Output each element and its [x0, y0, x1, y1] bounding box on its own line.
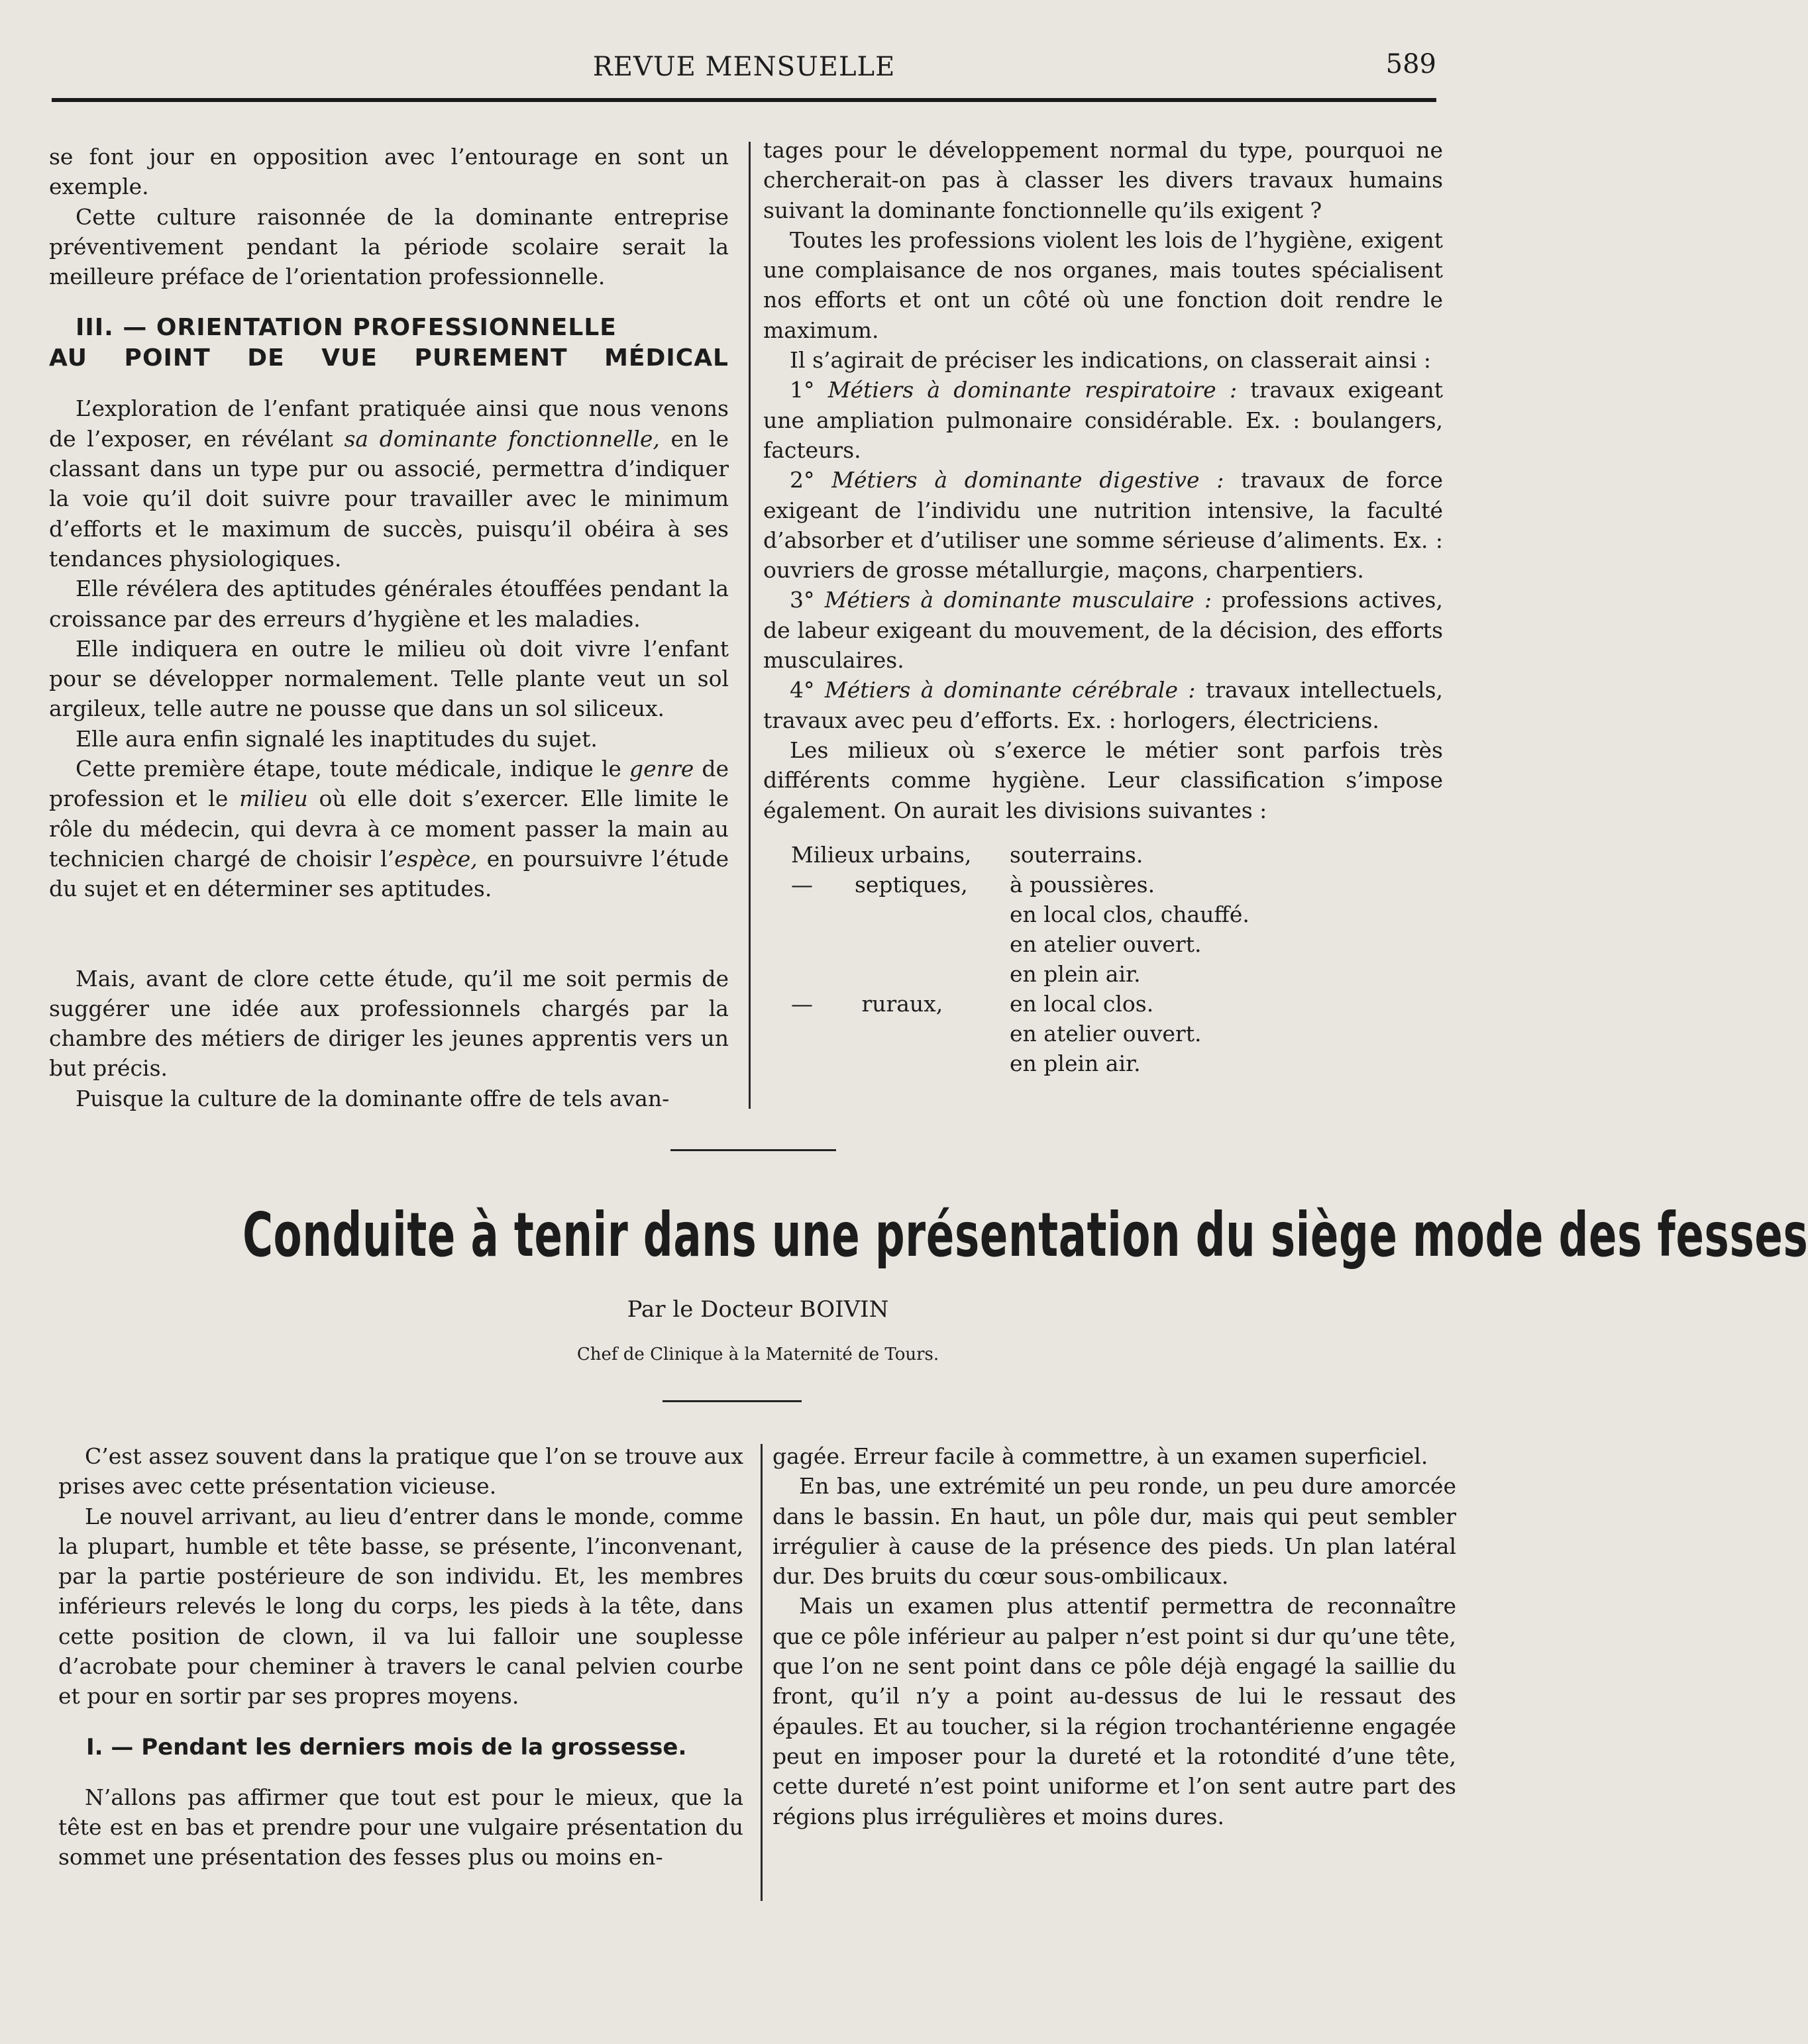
- article-affiliation: Chef de Clinique à la Maternité de Tours.: [576, 1345, 939, 1364]
- paragraph: Toutes les professions violent les lois de l’hygiène, exigent une complaisance de nos organes, mais toutes spécialisent nos efforts et ont un côté où une fonction doit rendre le maximum.: [763, 227, 1443, 343]
- paragraph: Mais un examen plus attentif permettra de reconnaître que ce pôle inférieur au palper n’est point si dur qu’une tête, que l’on ne sent point dans ce pôle déjà engagé la saillie du front, qu’il n’y a point au-dessus de lui le ressaut des épaules. Et au toucher, si la région trochantérienne engagée peut en imposer pour la dureté et la rotondité d’une tête, cette dureté n’est point uniforme et l’on sent autre part des régions plus irrégulières et moins dures.: [772, 1593, 1456, 1829]
- column-rule: [761, 1444, 763, 1901]
- lower-left-column: [58, 1441, 743, 1872]
- upper-left-column: [49, 142, 729, 1113]
- article-title: Conduite à tenir dans une présentation du siège mode des fesses: [242, 1200, 1808, 1270]
- milieux-value: en local clos.: [1010, 990, 1154, 1017]
- paragraph: Mais, avant de clore cette étude, qu’il me soit permis de suggérer une idée aux professionnels chargés par la chambre des métiers de diriger les jeunes apprentis vers un but précis.: [49, 965, 729, 1082]
- paragraph: Elle indiquera en outre le milieu où doit vivre l’enfant pour se développer normalement. Telle plante veut un sol argileux, telle autre ne pousse que dans un sol siliceux.: [49, 635, 729, 722]
- header-rule: [52, 98, 1436, 102]
- lower-right-column: [772, 1441, 1456, 1831]
- milieux-label: — septiques,: [791, 871, 968, 897]
- paragraph: Cette première étape, toute médicale, indique le genre de profession et le milieu où elle doit s’exercer. Elle limite le rôle du médecin, qui devra à ce moment passer la main au technicien chargé de choisir l’espèce, en poursuivre l’étude du sujet et en déterminer ses aptitudes.: [49, 756, 729, 902]
- milieux-table: [791, 840, 1443, 1078]
- paragraph: Les milieux où s’exerce le métier sont parfois très différents comme hygiène. Leur classification s’impose également. On aurait les divisions suivantes :: [763, 737, 1443, 823]
- paragraph: L’exploration de l’enfant pratiquée ainsi que nous venons de l’exposer, en révélant sa dominante fonctionnelle, en le classant dans un type pur ou associé, permettra d’indiquer la voie qu’il doit suivre pour travailler avec le minimum d’efforts et le maximum de succès, puisqu’il obéira à ses tendances physiologiques.: [49, 395, 729, 572]
- article-byline: Par le Docteur BOIVIN: [627, 1296, 889, 1323]
- paragraph: gagée. Erreur facile à commettre, à un examen superficiel.: [772, 1443, 1428, 1469]
- paragraph: Puisque la culture de la dominante offre de tels avan-: [76, 1085, 670, 1111]
- title-rule: [663, 1400, 802, 1402]
- milieux-value: en plein air.: [1010, 1050, 1141, 1076]
- list-item: 2° Métiers à dominante digestive : travaux de force exigeant de l’individu une nutrition intensive, la faculté d’absorber et d’utiliser une somme sérieuse d’aliments. Ex. : ouvriers de grosse métallurgie, maçons, charpentiers.: [763, 467, 1443, 584]
- paragraph: Le nouvel arrivant, au lieu d’entrer dans le monde, comme la plupart, humble et tête basse, se présente, l’inconvenant, par la partie postérieure de son individu. Et, les membres inférieurs relevés le long du corps, les pieds à la tête, dans cette position de clown, il va lui falloir une souplesse d’acrobate pour cheminer à travers le canal pelvien courbe et pour en sortir par ses propres moyens.: [58, 1503, 743, 1710]
- milieux-value: en atelier ouvert.: [1010, 931, 1202, 957]
- milieux-label: Milieux urbains,: [791, 841, 972, 868]
- column-rule: [749, 142, 751, 1109]
- article-separator: [670, 1149, 836, 1151]
- milieux-value: souterrains.: [1010, 841, 1143, 868]
- upper-right-column: [763, 135, 1443, 1078]
- section-heading: I. — Pendant les derniers mois de la grossesse.: [86, 1733, 687, 1761]
- milieux-value: à poussières.: [1010, 871, 1155, 897]
- paragraph: se font jour en opposition avec l’entourage en sont un exemple.: [49, 144, 729, 200]
- paragraph: N’allons pas affirmer que tout est pour le mieux, que la tête est en bas et prendre pour une vulgaire présentation du sommet une présentation des fesses plus ou moins en-: [58, 1784, 743, 1870]
- running-title: REVUE MENSUELLE: [592, 52, 896, 82]
- list-item: 1° Métiers à dominante respiratoire : travaux exigeant une ampliation pulmonaire considérable. Ex. : boulangers, facteurs.: [763, 377, 1443, 463]
- page-number: 589: [1385, 49, 1436, 79]
- paragraph: Elle aura enfin signalé les inaptitudes du sujet.: [76, 725, 598, 752]
- list-item: 3° Métiers à dominante musculaire : professions actives, de labeur exigeant du mouvement, de la décision, des efforts musculaires.: [763, 587, 1443, 674]
- milieux-value: en atelier ouvert.: [1010, 1020, 1202, 1047]
- milieux-value: en local clos, chauffé.: [1010, 901, 1250, 927]
- paragraph: Cette culture raisonnée de la dominante entreprise préventivement pendant la période scolaire serait la meilleure préface de l’orientation professionnelle.: [49, 203, 729, 290]
- list-item: 4° Métiers à dominante cérébrale : travaux intellectuels, travaux avec peu d’efforts. Ex. : horlogers, électriciens.: [763, 677, 1443, 733]
- paragraph: C’est assez souvent dans la pratique que l’on se trouve aux prises avec cette présentation vicieuse.: [58, 1443, 743, 1500]
- running-header: [52, 46, 1436, 86]
- paragraph: tages pour le développement normal du type, pourquoi ne chercherait-on pas à classer les divers travaux humains suivant la dominante fonctionnelle qu’ils exigent ?: [763, 137, 1443, 223]
- section-heading: III. — ORIENTATION PROFESSIONNELLE: [76, 314, 617, 342]
- milieux-label: — ruraux,: [791, 990, 943, 1017]
- section-heading: AU POINT DE VUE PUREMENT MÉDICAL: [49, 344, 729, 372]
- milieux-value: en plein air.: [1010, 960, 1141, 987]
- paragraph: Il s’agirait de préciser les indications, on classerait ainsi :: [790, 347, 1432, 374]
- paragraph: Elle révélera des aptitudes générales étouffées pendant la croissance par des erreurs d’hygiène et les maladies.: [49, 576, 729, 632]
- paragraph: En bas, une extrémité un peu ronde, un peu dure amorcée dans le bassin. En haut, un pôle dur, mais qui peut sembler irrégulier à cause de la présence des pieds. Un plan latéral dur. Des bruits du cœur sous-ombilicaux.: [772, 1473, 1456, 1590]
